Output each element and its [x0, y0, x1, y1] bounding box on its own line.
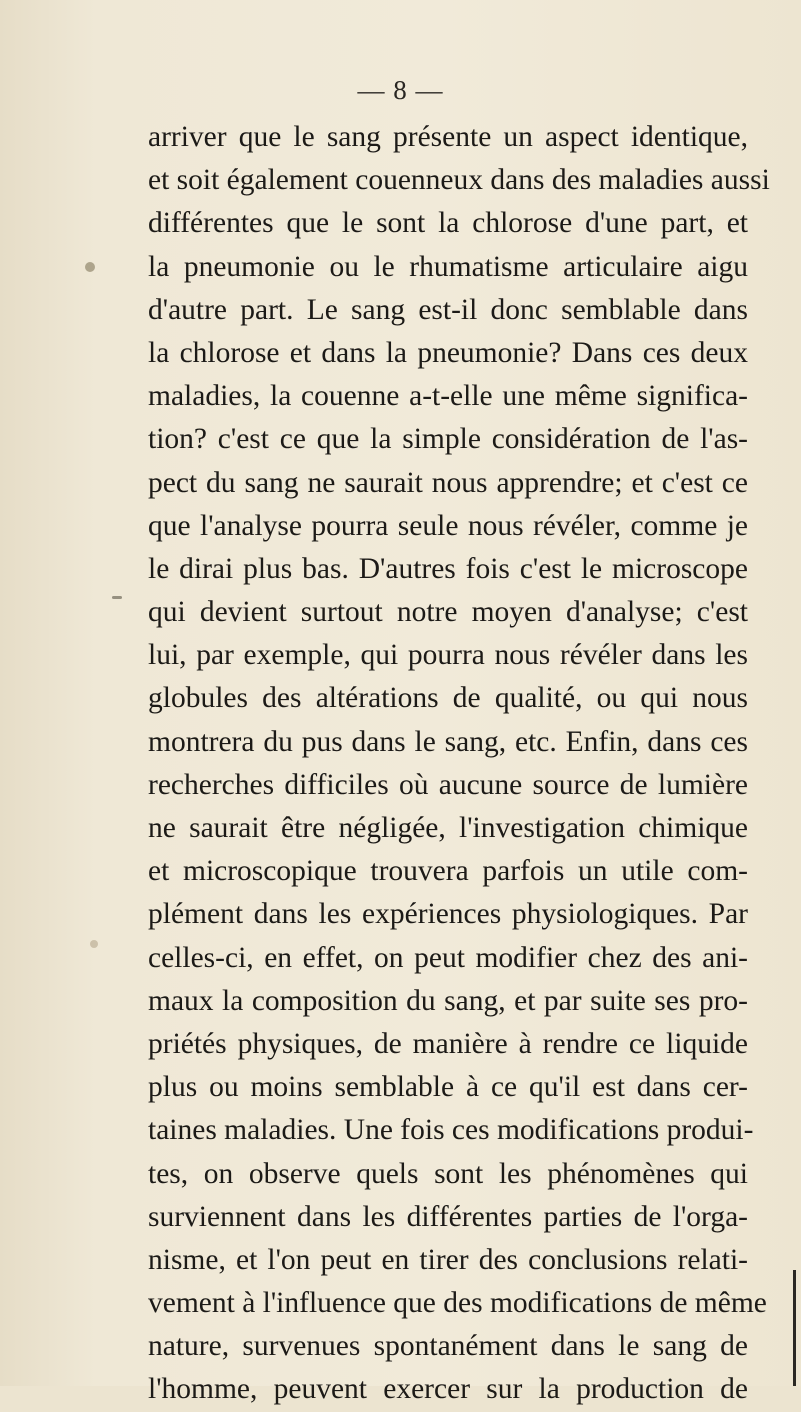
text-line: ne saurait être négligée, l'investigation chimique	[148, 812, 748, 844]
text-line: maux la composition du sang, et par suite ses pro-	[148, 984, 748, 1017]
text-line: priétés physiques, de manière à rendre ce liquide	[148, 1027, 748, 1060]
text-line: qui devient surtout notre moyen d'analyse; c'est	[148, 596, 748, 629]
text-line: la pneumonie ou le rhumatisme articulaire aigu	[148, 250, 748, 283]
text-line: l'homme, peuvent exercer sur la production de	[148, 1373, 748, 1406]
text-line: lui, par exemple, qui pourra nous révéler dans les	[148, 639, 748, 672]
text-line: différentes que le sont la chlorose d'une part, et	[148, 207, 748, 240]
body-text	[148, 116, 770, 1412]
page-number: — 8 —	[357, 75, 444, 105]
text-line: plus ou moins semblable à ce qu'il est dans cer-	[148, 1071, 748, 1104]
paper-stain	[90, 940, 98, 948]
text-line: recherches difficiles où aucune source de lumière	[148, 768, 748, 801]
text-line: la chlorose et dans la pneumonie? Dans ces deux	[148, 336, 748, 369]
text-line: globules des altérations de qualité, ou qui nous	[148, 682, 748, 715]
text-line: nature, survenues spontanément dans le sang de	[148, 1330, 748, 1363]
text-line: d'autre part. Le sang est-il donc semblable dans	[148, 293, 748, 326]
text-line: plément dans les expériences physiologiques. Par	[148, 898, 748, 931]
text-line: tion? c'est ce que la simple considération de l'as-	[148, 423, 748, 456]
text-line: taines maladies. Une fois ces modifications produi-	[148, 1114, 754, 1147]
text-line: le dirai plus bas. D'autres fois c'est le microscope	[148, 552, 748, 585]
paper-stain	[85, 262, 95, 272]
text-line: vement à l'influence que des modifications de même	[148, 1287, 767, 1320]
text-line: arriver que le sang présente un aspect identique,	[148, 121, 748, 153]
text-line: et microscopique trouvera parfois un utile com-	[148, 855, 748, 888]
text-line: que l'analyse pourra seule nous révéler, comme je	[148, 509, 748, 542]
text-line: tes, on observe quels sont les phénomènes qui	[148, 1157, 748, 1190]
text-line: surviennent dans les différentes parties de l'orga-	[148, 1200, 748, 1233]
text-line: pect du sang ne saurait nous apprendre; et c'est ce	[148, 466, 748, 499]
text-line: montrera du pus dans le sang, etc. Enfin, dans ces	[148, 725, 748, 758]
paper-stain	[112, 596, 122, 599]
text-line: maladies, la couenne a-t-elle une même significa-	[148, 380, 748, 413]
page-edge-shadow	[793, 1270, 796, 1386]
text-line: celles-ci, en effet, on peut modifier chez des ani-	[148, 941, 748, 974]
text-line: et soit également couenneux dans des maladies aussi	[148, 164, 770, 197]
text-line: nisme, et l'on peut en tirer des conclusions relati-	[148, 1243, 748, 1276]
